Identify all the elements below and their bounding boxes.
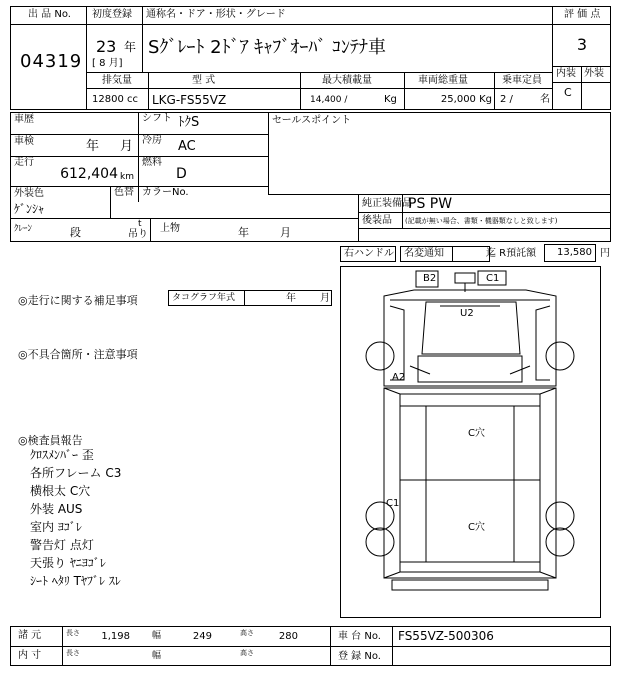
interior-score-label: 内装 (556, 68, 576, 79)
shift-label: シフト (142, 113, 172, 124)
model-code: LKG-FS55VZ (152, 93, 227, 107)
chassis-number-label: 車 台 No. (338, 631, 381, 642)
mileage-label: 走行 (14, 157, 34, 168)
driving-notes-label: ◎走行に関する補足事項 (18, 294, 138, 307)
length-value: 1,198 (101, 631, 130, 642)
height-label: 高さ (240, 629, 254, 637)
exterior-score-label: 外装 (584, 68, 604, 79)
displacement-label: 排気量 (102, 75, 132, 86)
exterior-color-value: ｹﾞﾝｼｬ (14, 202, 45, 216)
width-value: 249 (192, 631, 212, 642)
model-code-label: 型 式 (192, 75, 216, 86)
inspector-item: ｸﾛｽﾒﾝﾊﾞｰ 歪 (30, 448, 94, 462)
capacity-unit: 名 (540, 94, 550, 105)
damage-u2: U2 (460, 308, 474, 319)
model-name-label: 通称名・ドア・形状・グレード (146, 9, 286, 20)
registration-year-unit: 年 (124, 40, 137, 54)
gross-weight-value: 25,000 Kg (440, 94, 492, 105)
dimensions-label: 諸 元 (18, 630, 42, 641)
exterior-color-label: 外装色 (14, 188, 44, 199)
right-handle-label: 右ハンドル (344, 248, 394, 259)
upper-body-label: 上物 (160, 223, 180, 234)
score-label: 評 価 点 (564, 9, 601, 20)
name-change-label: 名変通知 (404, 248, 444, 259)
inspector-item: 外装 AUS (30, 502, 83, 516)
inspector-item: 天張り ﾔﾆﾖｺﾞﾚ (30, 556, 106, 570)
upper-body-month: 月 (280, 226, 291, 239)
ac-label: 冷房 (142, 135, 162, 146)
damage-c-hole-2: C穴 (468, 522, 485, 533)
inspection-month: 月 (120, 139, 134, 154)
equipment-label: 純正装備品 (362, 198, 412, 209)
ac-value: AC (178, 139, 196, 154)
crane-label: ｸﾚｰﾝ (14, 224, 33, 234)
color-code-label: カラーNo. (142, 187, 189, 198)
displacement-value: 12800 cc (92, 94, 138, 105)
recycle-fee-unit: 円 (600, 248, 610, 259)
registration-number-label: 登 録 No. (338, 651, 381, 662)
fuel-label: 燃料 (142, 157, 162, 168)
shift-value: ﾄｸS (178, 115, 200, 130)
first-registration-label: 初度登録 (92, 9, 132, 20)
fuel-value: D (176, 166, 187, 182)
max-load-label: 最大積載量 (322, 75, 372, 86)
interior-score: C (564, 86, 572, 99)
aftermarket-note: (記載が無い場合、書類・機器類なしと致します) (405, 217, 558, 225)
color-change-label: 色替 (114, 187, 134, 198)
height-value: 280 (278, 631, 298, 642)
inspector-report-label: ◎検査員報告 (18, 434, 83, 447)
damage-c-hole-1: C穴 (468, 428, 485, 439)
crane-hang: 吊り (128, 229, 148, 240)
tachograph-label: タコグラフ年式 (172, 293, 236, 303)
inner-dimensions-label: 内 寸 (18, 650, 42, 661)
inspector-item: 警告灯 点灯 (30, 538, 94, 552)
gross-weight-label: 車両総重量 (418, 75, 468, 86)
capacity-value: 2 / (500, 94, 513, 105)
crane-ton: t (138, 219, 142, 229)
damage-c1-left: C1 (386, 498, 400, 509)
damage-a2: A2 (392, 372, 406, 383)
width-label: 幅 (152, 631, 162, 641)
tachograph-year: 年 (286, 293, 296, 304)
lot-number-label: 出 品 No. (28, 9, 71, 20)
history-label: 車歴 (14, 114, 34, 125)
inner-height-label: 高さ (240, 649, 254, 657)
inspector-item: 各所フレーム C3 (30, 466, 122, 480)
registration-month: [ 8 月] (92, 58, 123, 69)
sales-point-label: セールスポイント (272, 115, 352, 126)
inner-width-label: 幅 (152, 651, 162, 661)
recycle-fee: 13,580 (557, 247, 592, 258)
chassis-number: FS55VZ-500306 (398, 629, 494, 643)
inspector-item: 横根太 C穴 (30, 484, 91, 498)
inspection-label: 車検 (14, 136, 34, 147)
damage-b2: B2 (423, 273, 437, 284)
inner-length-label: 長さ (66, 649, 80, 657)
overall-score: 3 (576, 35, 588, 54)
capacity-label: 乗車定員 (502, 75, 542, 86)
tachograph-month: 月 (320, 293, 330, 304)
crane-stage: 段 (70, 226, 81, 239)
length-label: 長さ (66, 629, 80, 637)
max-load-value: 14,400 / (310, 95, 348, 105)
registration-year: 23 (96, 37, 117, 56)
mileage-value: 612,404 (60, 166, 118, 182)
recycle-label: 迄 R預託額 (486, 248, 537, 259)
max-load-unit: Kg (384, 94, 397, 105)
lot-number: 04319 (20, 51, 83, 72)
damage-c1-top: C1 (486, 273, 500, 284)
vehicle-title: Sｸﾞﾚｰﾄ 2ﾄﾞｱ ｷｬﾌﾞｵｰﾊﾞ ｺﾝﾃﾅ車 (148, 37, 387, 58)
aftermarket-label: 後装品 (362, 215, 392, 226)
inspector-item: ｼｰﾄ ﾍﾀﾘ Tﾔﾌﾞﾚ ｽﾚ (30, 574, 121, 588)
defects-label: ◎不具合箇所・注意事項 (18, 348, 138, 361)
inspection-year: 年 (86, 139, 100, 154)
upper-body-year: 年 (238, 226, 249, 239)
inspector-item: 室内 ﾖｺﾞﾚ (30, 520, 82, 534)
equipment-value: PS PW (408, 196, 453, 212)
mileage-unit: km (120, 172, 134, 182)
